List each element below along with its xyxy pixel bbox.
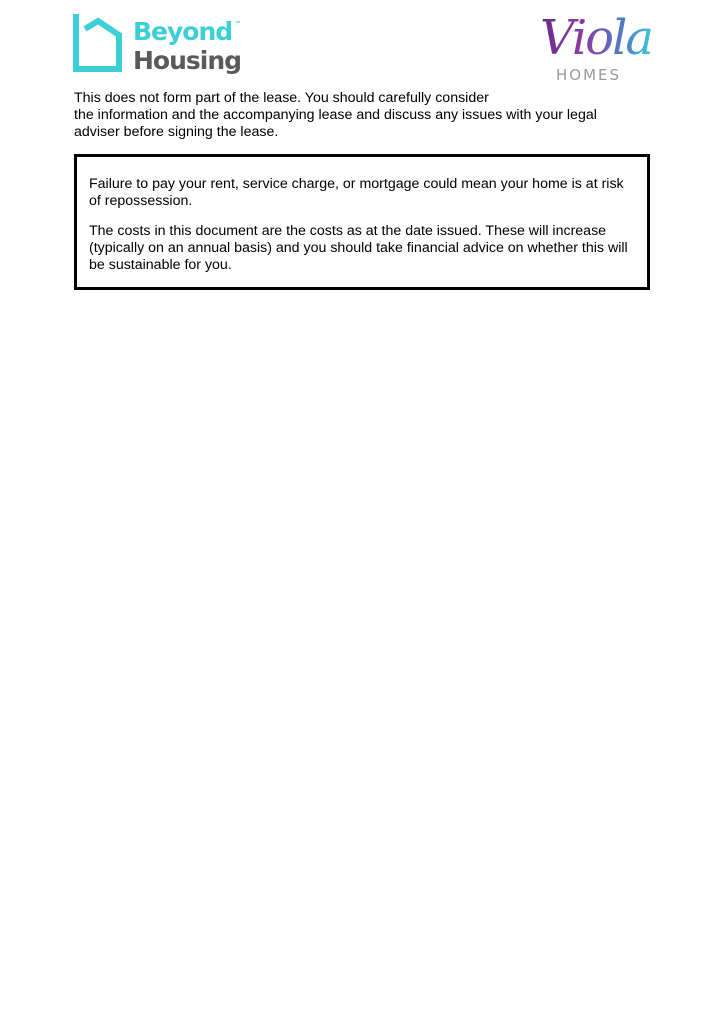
intro-disclaimer bbox=[74, 90, 654, 141]
warning-paragraph-repossession: Failure to pay your rent, service charge, or mortgage could mean your home is at risk of repossession. bbox=[89, 176, 624, 209]
intro-line-3: adviser before signing the lease. bbox=[74, 124, 279, 140]
warning-paragraph-costs: The costs in this document are the costs as at the date issued. These will increase (typically on an annual basis) and you should take financial advice on whether this will be sustainable for you. bbox=[89, 223, 628, 273]
beyond-housing-logo bbox=[73, 13, 248, 79]
trademark-mark: ™ bbox=[235, 21, 241, 27]
homes-logo-word: HOMES bbox=[556, 66, 622, 84]
intro-line-2: the information and the accompanying lease and discuss any issues with your legal bbox=[74, 107, 597, 123]
house-icon bbox=[73, 13, 123, 73]
viola-homes-logo bbox=[536, 10, 653, 90]
beyond-logo-word: Beyond bbox=[133, 17, 233, 46]
housing-logo-word: Housing bbox=[133, 46, 242, 75]
repossession-warning-box bbox=[74, 154, 650, 290]
viola-logo-word: Viola bbox=[540, 10, 653, 66]
intro-line-1: This does not form part of the lease. You should carefully consider bbox=[74, 90, 489, 106]
